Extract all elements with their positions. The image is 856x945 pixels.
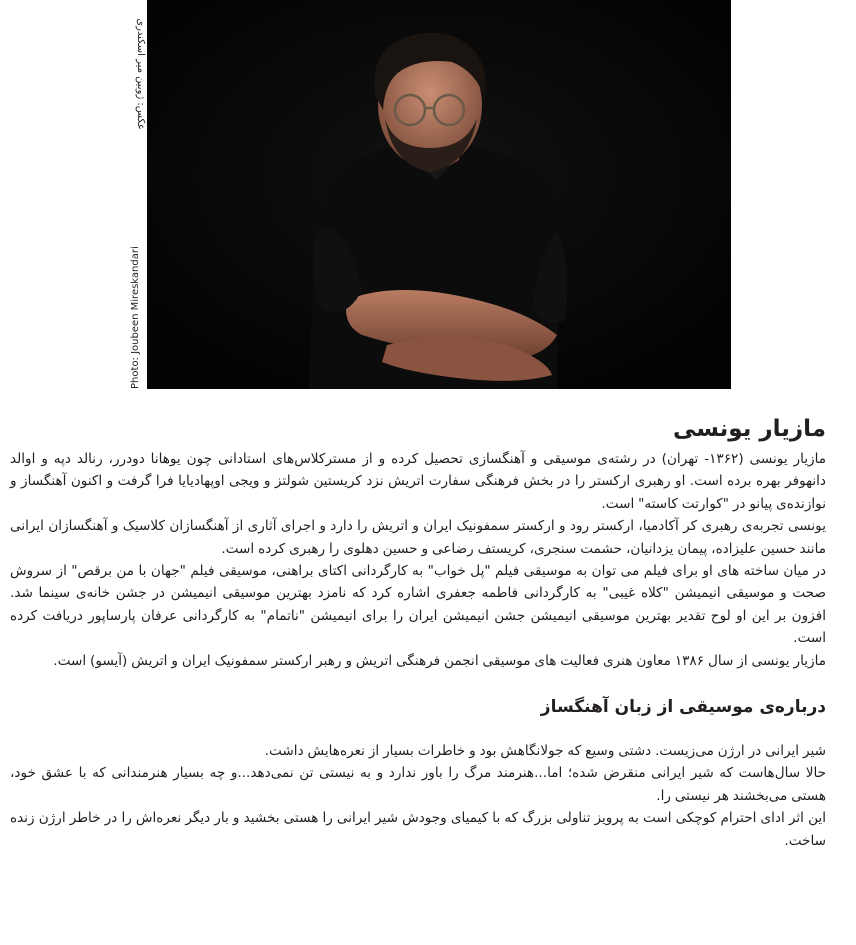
section-spacer — [10, 722, 826, 740]
photo-credit-latin: Photo: Joubeen Mireskandari — [130, 246, 141, 389]
bio-paragraph-2: یونسی تجربه‌ی رهبری کر آکادمیا، ارکستر رود و ارکستر سمفونیک ایران و اتریش را دارد و اجرای آثاری از آهنگسازان کلاسیک و آهنگسازان ایرانی مانند حسین علیزاده، پیمان یزدانیان، حشمت سنجری، کریستف رضاعی و حسین دهلوی را رهبری کرده است. — [10, 518, 826, 557]
composer-portrait-photo — [147, 0, 731, 389]
note-paragraph-2: حالا سال‌هاست که شیر ایرانی منقرض شده؛ اما...هنرمند مرگ را باور ندارد و به نیستی تن نمی‌دهد...و چه بسیار هنرمندانی که با عشق خود، هستی می‌بخشند هر نیستی را. — [10, 765, 826, 804]
note-paragraph-1: شیر ایرانی در ارژن می‌زیست. دشتی وسیع که جولانگاهش بود و خاطرات بسیار از نعره‌هایش داشت. — [264, 743, 826, 760]
photo-credit-persian: عکس: ژوبین میر اسکندری — [135, 18, 146, 130]
portrait-illustration — [147, 0, 731, 389]
note-paragraph-3: این اثر ادای احترام کوچکی است به پرویز تناولی بزرگ که با کیمیای وجودش شیر ایرانی را هستی بخشید و بار دیگر نعره‌اش را در خاطر ارژن زنده ساخت. — [10, 810, 826, 849]
bio-paragraph-3: در میان ساخته های او برای فیلم می توان به موسیقی فیلم "پل خواب" به کارگردانی اکتای براهنی، موسیقی فیلم "جهان با من برقص" از سروش صحت و موسیقی انیمیشن "کلاه غیبی" به کارگردانی فاطمه جعفری اشاره کرد که نامزد بهترین موسیقی انیمیشن در جشن خانه‌ی سینما شد. افزون بر این او لوح تقدیر بهترین موسیقی انیمیشن جشن انیمیشن ایران را برای انیمیشن "ناتمام" به کارگردانی عرفان پارساپور دریافت کرده است. — [10, 563, 826, 647]
article-title: مازیار یونسی — [672, 416, 826, 442]
article-body — [10, 410, 826, 852]
section-title: درباره‌ی موسیقی از زبان آهنگساز — [540, 697, 826, 718]
bio-paragraph-1: مازیار یونسی (۱۳۶۲- تهران) در رشته‌ی موسیقی و آهنگسازی تحصیل کرده و از مسترکلاس‌های استادانی چون یوهانا دودرر، رنالد دپه و اوالد دانهوفر بهره برده است. او رهبری ارکستر را در بخش فرهنگی سفارت اتریش نزد کریستین شولتز و ویجی اوپهادیایا فرا گرفت و اکنون آهنگساز و نوازنده‌ی پیانو در "کوارتت کاسته" است. — [10, 451, 827, 512]
photo-credit — [112, 0, 146, 389]
bio-paragraph-4: مازیار یونسی از سال ۱۳۸۶ معاون هنری فعالیت های موسیقی انجمن فرهنگی اتریش و رهبر ارکستر سمفونیک ایران و اتریش (آیسو) است. — [53, 652, 826, 669]
